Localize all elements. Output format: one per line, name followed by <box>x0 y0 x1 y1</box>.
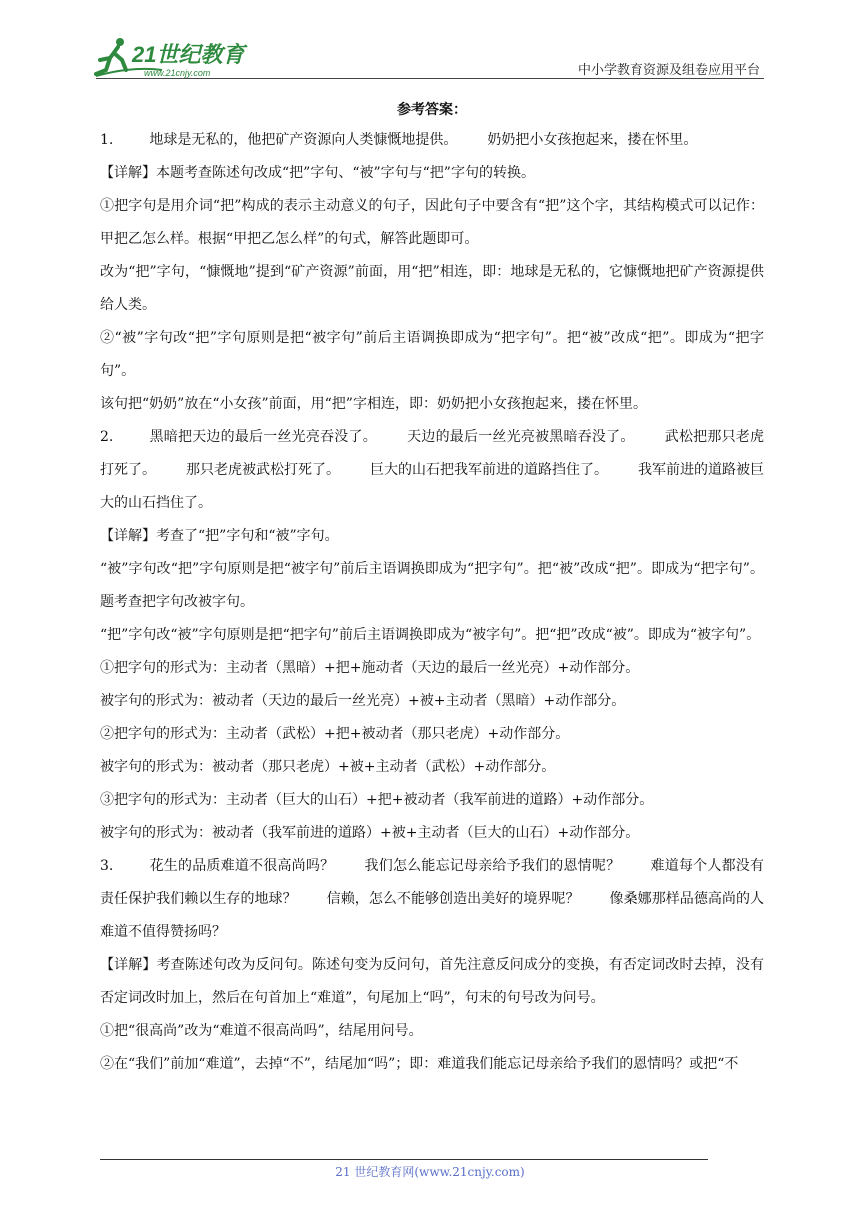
answer-text: 武松把那只老虎打死了。 <box>100 429 765 478</box>
platform-name: 中小学教育资源及组卷应用平台 <box>577 63 760 78</box>
explanation-paragraph: 被字句的形式为：被动者（那只老虎）+被+主动者（武松）+动作部分。 <box>100 759 556 775</box>
explanation-paragraph: ②把字句的形式为：主动者（武松）+把+被动者（那只老虎）+动作部分。 <box>100 726 570 742</box>
answer-text: 我军前进的道路被巨大的山石挡住了。 <box>100 462 764 511</box>
answer-number: 1. <box>100 132 114 148</box>
svg-text:www.21cnjy.com: www.21cnjy.com <box>144 68 211 78</box>
detail-label: 【详解】 <box>100 528 156 544</box>
explanation-paragraph: 被字句的形式为：被动者（天边的最后一丝光亮）+被+主动者（黑暗）+动作部分。 <box>100 693 626 709</box>
answer-text: 地球是无私的，他把矿产资源向人类慷慨地提供。 <box>149 132 458 148</box>
document-body <box>100 96 764 1081</box>
detail-2 <box>100 520 764 553</box>
explanation-paragraph: 该句把“奶奶”放在“小女孩”前面，用“把”字相连，即：奶奶把小女孩抱起来，搂在怀里。 <box>100 396 647 412</box>
svg-text:21世纪教育: 21世纪教育 <box>132 42 245 67</box>
footer-divider <box>100 1159 708 1160</box>
answer-number: 2. <box>100 429 114 445</box>
detail-label: 【详解】 <box>100 957 157 973</box>
answer-text: 那只老虎被武松打死了。 <box>186 462 340 478</box>
explanation-paragraph: 改为“把”字句，“慷慨地”提到“矿产资源”前面，用“把”相连，即：地球是无私的，它慷慨地把矿产资源提供给人类。 <box>100 264 764 313</box>
explanation-paragraph: ①把字句的形式为：主动者（黑暗）+把+施动者（天边的最后一丝光亮）+动作部分。 <box>100 660 640 676</box>
detail-label: 【详解】 <box>100 165 156 181</box>
answer-text: 花生的品质难道不很高尚吗？ <box>149 858 335 874</box>
detail-text: 考查了“把”字句和“被”字句。 <box>156 528 339 544</box>
answer-2 <box>100 421 764 520</box>
explanation-paragraph: ①把“很高尚”改为“难道不很高尚吗”，结尾用问号。 <box>100 1023 423 1039</box>
detail-text: 考查陈述句改为反问句。陈述句变为反问句，首先注意反问成分的变换，有否定词改时去掉，没有否定词改时加上，然后在句首加上“难道”，句尾加上“吗”，句末的句号改为问号。 <box>100 957 765 1006</box>
explanation-paragraph: “被”字句改“把”字句原则是把“被字句”前后主语调换即成为“把字句”。把“被”改成“把”。即成为“把字句”。题考查把字句改被字句。 <box>100 561 764 610</box>
answer-text: 天边的最后一丝光亮被黑暗吞没了。 <box>406 429 635 445</box>
page-header <box>0 0 860 84</box>
detail-3 <box>100 949 764 1015</box>
explanation-paragraph: ②“被”字句改“把”字句原则是把“被字句”前后主语调换即成为“把字句”。把“被”改成“把”。即成为“把字句”。 <box>100 330 764 379</box>
answer-text: 信赖，怎么不能够创造出美好的境界呢？ <box>326 891 580 907</box>
explanation-paragraph: ③把字句的形式为：主动者（巨大的山石）+把+被动者（我军前进的道路）+动作部分。 <box>100 792 654 808</box>
runner-logo-icon <box>92 36 262 80</box>
answer-text: 像桑娜那样品德高尚的人难道不值得赞扬吗？ <box>100 891 765 940</box>
answer-3 <box>100 850 764 949</box>
site-logo <box>92 36 262 80</box>
page-title: 参考答案： <box>397 102 467 118</box>
explanation-paragraph: 被字句的形式为：被动者（我军前进的道路）+被+主动者（巨大的山石）+动作部分。 <box>100 825 640 841</box>
answer-text: 我们怎么能忘记母亲给予我们的恩情呢？ <box>364 858 621 874</box>
explanation-paragraph: ①把字句是用介词“把”构成的表示主动意义的句子，因此句子中要含有“把”这个字，其结构模式可以记作：甲把乙怎么样。根据“甲把乙怎么样”的句式，解答此题即可。 <box>100 198 764 247</box>
explanation-paragraph: ②在“我们”前加“难道”，去掉“不”，结尾加“吗”；即：难道我们能忘记母亲给予我们的恩情吗？或把“不 <box>100 1056 739 1072</box>
answer-text: 巨大的山石把我军前进的道路挡住了。 <box>370 462 608 478</box>
detail-text: 本题考查陈述句改成“把”字句、“被”字句与“把”字句的转换。 <box>156 165 535 181</box>
footer-link[interactable]: 21 世纪教育网(www.21cnjy.com) <box>335 1165 525 1179</box>
answer-1 <box>100 124 764 157</box>
answer-text: 黑暗把天边的最后一丝光亮吞没了。 <box>149 429 377 445</box>
answer-text: 难道每个人都没有责任保护我们赖以生存的地球？ <box>100 858 765 907</box>
header-divider <box>96 78 764 79</box>
answer-text: 奶奶把小女孩抱起来，搂在怀里。 <box>487 132 698 148</box>
answer-number: 3. <box>100 858 114 874</box>
detail-1 <box>100 157 764 190</box>
explanation-paragraph: “把”字句改“被”字句原则是把“把字句”前后主语调换即成为“被字句”。把“把”改成“被”。即成为“被字句”。 <box>100 627 761 643</box>
